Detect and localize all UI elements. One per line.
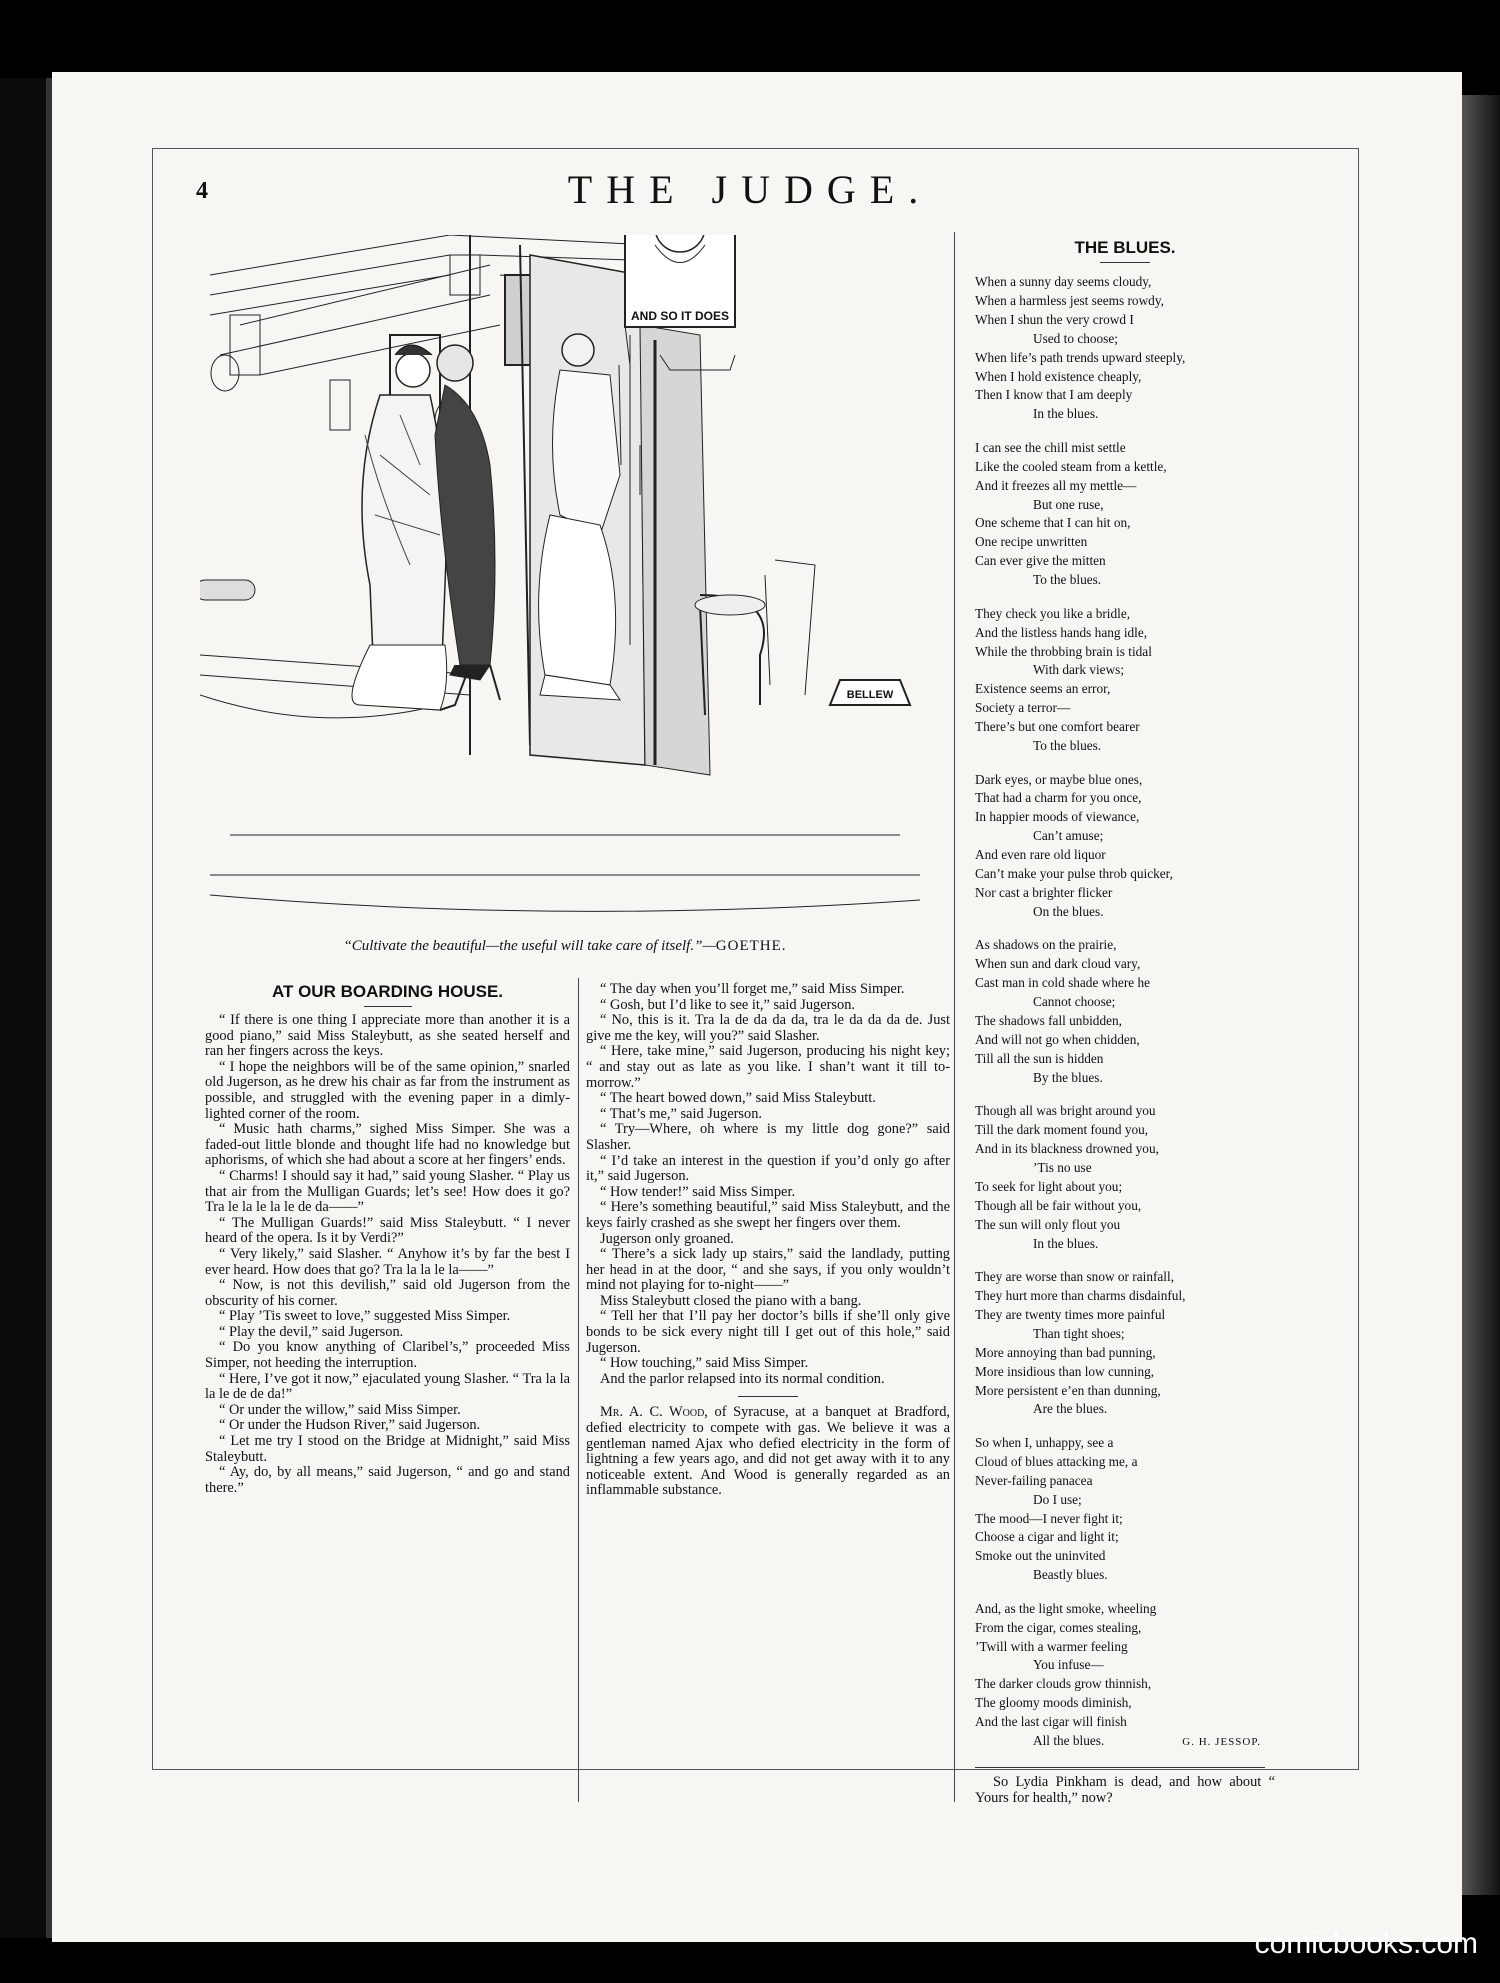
column-divider-lower <box>578 978 579 1802</box>
paragraph: “ Here, I’ve got it now,” ejaculated young Slasher. “ Tra la la la le de de da!” <box>205 1370 570 1403</box>
poem-line: There’s but one comfort bearer <box>975 719 1140 735</box>
paragraph: “ Or under the Hudson River,” said Jugerson. <box>219 1417 481 1434</box>
poem-stanza <box>975 605 1275 756</box>
poem-line: Can ever give the mitten <box>975 553 1106 569</box>
poem-line: Then I know that I am deeply <box>975 387 1133 403</box>
poem-line: They hurt more than charms disdainful, <box>975 1287 1186 1303</box>
poem-line: And, as the light smoke, wheeling <box>975 1600 1157 1616</box>
paragraph: “ Play the devil,” said Jugerson. <box>219 1323 404 1340</box>
paragraph: “ Here’s something beautiful,” said Miss Staleybutt, and the keys fairly crashed as she swept her fingers over them. <box>586 1199 950 1231</box>
boarding-house-column-1 <box>205 982 570 1496</box>
poem-stanza <box>975 1268 1275 1419</box>
paragraph: “ Let me try I stood on the Bridge at Midnight,” said Miss Staleybutt. <box>205 1433 570 1465</box>
poem-line: The sun will only flout you <box>975 1216 1121 1232</box>
poem-line: When a harmless jest seems rowdy, <box>975 292 1164 308</box>
paragraph: “ Or under the willow,” said Miss Simper. <box>219 1401 461 1418</box>
poem-line: One scheme that I can hit on, <box>975 515 1131 531</box>
poem-line: Cast man in cold shade where he <box>975 975 1151 991</box>
poem-line: With dark views; <box>1033 662 1125 678</box>
paragraph: Miss Staleybutt closed the piano with a bang. <box>600 1292 862 1309</box>
paragraph: “ The heart bowed down,” said Miss Staleybutt. <box>600 1090 876 1107</box>
poem-line: When a sunny day seems cloudy, <box>975 274 1152 289</box>
wood-item <box>586 1405 950 1499</box>
poem-stanza <box>975 936 1275 1087</box>
poem-line: All the blues. G. H. JESSOP. <box>1033 1733 1261 1749</box>
paragraph: “ Charms! I should say it had,” said young Slasher. “ Play us that air from the Mulligan Guards; let’s see! How does it go? Tra le la le la le de da——” <box>205 1167 570 1216</box>
poem-line: To seek for light about you; <box>975 1178 1123 1194</box>
poem-line: Like the cooled steam from a kettle, <box>975 458 1167 474</box>
paragraph: “ The day when you’ll forget me,” said Miss Simper. <box>600 981 905 997</box>
paragraph: Jugerson only groaned. <box>600 1230 734 1247</box>
poem-stanza <box>975 439 1275 590</box>
poem-line: By the blues. <box>1033 1069 1103 1085</box>
poem-line: Though all be fair without you, <box>975 1197 1142 1213</box>
boarding-house-column-2 <box>586 982 950 1499</box>
poem-line: Nor cast a brighter flicker <box>975 884 1113 900</box>
poem-line: ’Tis no use <box>1033 1159 1092 1175</box>
poem-line: When sun and dark cloud vary, <box>975 956 1141 972</box>
poem-line: Never-failing panacea <box>975 1472 1093 1488</box>
poem-line: The gloomy moods diminish, <box>975 1695 1132 1711</box>
paragraph: “ The Mulligan Guards!” said Miss Staleybutt. “ I never heard of the opera. Is it by Verdi?” <box>205 1214 570 1247</box>
poem-line: One recipe unwritten <box>975 534 1088 550</box>
poem-line: As shadows on the prairie, <box>975 937 1117 953</box>
paragraph: “ That’s me,” said Jugerson. <box>600 1105 762 1122</box>
poem-line: When I shun the very crowd I <box>975 311 1134 327</box>
paragraph: “ I’d take an interest in the question if you’d only go after it,” said Jugerson. <box>586 1152 950 1185</box>
poem-line: Are the blues. <box>1033 1401 1108 1417</box>
poem-line: Smoke out the uninvited <box>975 1548 1106 1564</box>
caption-author: GOETHE. <box>715 938 787 954</box>
poem-line: More annoying than bad punning, <box>975 1344 1156 1360</box>
wall-picture-label: AND SO IT DOES <box>630 309 730 323</box>
pinkham-item <box>975 1774 1275 1806</box>
poem-line: Than tight shoes; <box>1033 1325 1125 1341</box>
paragraph: “ I hope the neighbors will be of the same opinion,” snarled old Jugerson, as he drew his chair as far from the instrument as possible, and struggled with the evening paper in a dimly-lighted corner of the room. <box>205 1058 570 1122</box>
poem-line: I can see the chill mist settle <box>975 439 1126 455</box>
poem-line: More insidious than low cunning, <box>975 1363 1155 1379</box>
paragraph: “ How tender!” said Miss Simper. <box>600 1183 796 1200</box>
poem-line: Used to choose; <box>1033 330 1118 346</box>
blues-column <box>975 238 1275 1806</box>
poem-line: The darker clouds grow thinnish, <box>975 1676 1152 1692</box>
paragraph: “ Try—Where, oh where is my little dog gone?” said Slasher. <box>586 1121 950 1153</box>
poem-line: On the blues. <box>1033 903 1104 919</box>
title-rule <box>1100 262 1150 263</box>
poem-line: You infuse— <box>1033 1657 1104 1673</box>
poem-signature: G. H. JESSOP. <box>1182 1736 1261 1749</box>
poem-line: Existence seems an error, <box>975 681 1111 697</box>
watermark: comicbooks.com <box>1254 1927 1478 1960</box>
poem-line: And even rare old liquor <box>975 847 1106 863</box>
paragraph: “ Ay, do, by all means,” said Jugerson, “ and go and stand there.” <box>205 1464 570 1496</box>
paragraph: “ Very likely,” said Slasher. “ Anyhow it’s by far the best I ever heard. How does that go? Tra la la le la——” <box>205 1245 570 1278</box>
poem-line: And the last cigar will finish <box>975 1714 1127 1730</box>
poem-line: Society a terror— <box>975 700 1071 716</box>
poem-line: Cloud of blues attacking me, a <box>975 1453 1138 1469</box>
poem-line: The mood—I never fight it; <box>975 1510 1123 1526</box>
paragraph: “ Play ’Tis sweet to love,” suggested Miss Simper. <box>219 1308 511 1325</box>
poem-line: While the throbbing brain is tidal <box>975 643 1152 659</box>
poem-line: Till the dark moment found you, <box>975 1122 1149 1138</box>
paragraph: “ If there is one thing I appreciate more than another it is a good piano,” said Miss Staleybutt, as she seated herself and ran her fingers across the keys. <box>205 1012 570 1060</box>
cartoon-illustration <box>200 235 930 930</box>
poem-line: Can’t make your pulse throb quicker, <box>975 866 1173 882</box>
poem-line: They check you like a bridle, <box>975 605 1131 621</box>
column-divider <box>954 232 955 1802</box>
section-rule <box>738 1396 798 1397</box>
poem-line: Beastly blues. <box>1033 1567 1108 1583</box>
pinkham-text: So Lydia Pinkham is dead, and how about “ Yours for health,” now? <box>975 1773 1275 1806</box>
poem-line: But one ruse, <box>1033 496 1104 512</box>
artist-signature: BELLEW <box>846 689 894 701</box>
poem-line: Though all was bright around you <box>975 1103 1156 1119</box>
illustration-caption <box>200 938 930 955</box>
section-rule <box>975 1767 1265 1768</box>
poem-line: Till all the sun is hidden <box>975 1050 1104 1066</box>
poem-line: From the cigar, comes stealing, <box>975 1619 1142 1635</box>
paragraph: “ Do you know anything of Claribel’s,” proceeded Miss Simper, not heeding the interruption. <box>205 1339 570 1372</box>
poem-line: And the listless hands hang idle, <box>975 624 1148 640</box>
paragraph: And the parlor relapsed into its normal condition. <box>600 1370 885 1387</box>
title-rule <box>364 1006 412 1007</box>
poem-line: When I hold existence cheaply, <box>975 368 1142 384</box>
poem-line: So when I, unhappy, see a <box>975 1434 1114 1450</box>
wood-item-lead: Mr. A. C. Wood, <box>600 1404 708 1421</box>
poem-line: And it freezes all my mettle— <box>975 477 1137 493</box>
poem-line: Do I use; <box>1033 1491 1082 1507</box>
poem-line: And will not go when chidden, <box>975 1031 1140 1047</box>
next-page-edge <box>1462 95 1500 1895</box>
poem-stanza <box>975 1600 1275 1752</box>
poem-line: More persistent e’en than dunning, <box>975 1382 1161 1398</box>
paragraph: “ There’s a sick lady up stairs,” said the landlady, putting her head in at the door, “ and she says, if you only wouldn’t mind not playing for to-night——” <box>586 1246 950 1294</box>
article-title: AT OUR BOARDING HOUSE. <box>271 982 504 1001</box>
poem-stanza <box>975 1434 1275 1585</box>
page-number: 4 <box>196 178 208 204</box>
poem-line: When life’s path trends upward steeply, <box>975 349 1186 365</box>
paragraph: “ Gosh, but I’d like to see it,” said Jugerson. <box>600 996 855 1013</box>
poem-line: Can’t amuse; <box>1033 828 1104 844</box>
caption-quote: “Cultivate the beautiful—the useful will take care of itself.”— <box>343 938 716 954</box>
paragraph: “ How touching,” said Miss Simper. <box>600 1355 809 1372</box>
poem-line: In happier moods of viewance, <box>975 809 1140 825</box>
poem-line: To the blues. <box>1033 738 1102 754</box>
poem-line: The shadows fall unbidden, <box>975 1013 1122 1028</box>
poem-line: In the blues. <box>1033 1235 1099 1251</box>
poem-line: Dark eyes, or maybe blue ones, <box>975 771 1143 787</box>
poem-title: THE BLUES. <box>1074 238 1176 257</box>
paragraph: “ No, this is it. Tra la de da da da, tra le da da da de. Just give me the key, will you?” said Slasher. <box>586 1012 950 1044</box>
paragraph: “ Music hath charms,” sighed Miss Simper. She was a faded-out little blonde and thought life had no knowledge but aphorisms, of which she had about a score at her fingers’ ends. <box>205 1121 570 1169</box>
paragraph: “ Tell her that I’ll pay her doctor’s bills if she’ll only give bonds to be sick every night till I get out of this hole,” said Jugerson. <box>586 1308 950 1356</box>
poem-line: In the blues. <box>1033 406 1099 422</box>
poem-stanza <box>975 1102 1275 1253</box>
poem-line: That had a charm for you once, <box>975 790 1142 806</box>
poem-line: Choose a cigar and light it; <box>975 1529 1119 1545</box>
poem-line: They are twenty times more painful <box>975 1306 1166 1322</box>
poem-line: Cannot choose; <box>1033 994 1116 1010</box>
poem-body <box>975 273 1275 1752</box>
paragraph: “ Now, is not this devilish,” said old Jugerson from the obscurity of his corner. <box>205 1277 570 1309</box>
poem-line: To the blues. <box>1033 572 1102 588</box>
poem-line: ’Twill with a warmer feeling <box>975 1638 1128 1654</box>
wood-item-body: of Syracuse, at a banquet at Bradford, defied electricity to compete with gas. We believe it was a gentleman named Ajax who defied electricity in the form of lightning a few years ago, and did not get away with it to any noticeable extent. And Wood is generally regarded as an inflammable substance. <box>586 1404 950 1499</box>
poem-stanza <box>975 273 1275 424</box>
poem-stanza <box>975 771 1275 922</box>
paragraph: “ Here, take mine,” said Jugerson, producing his night key; “ and stay out as late as you like. I shan’t want it till to-morrow.” <box>586 1043 950 1091</box>
poem-line: And in its blackness drowned you, <box>975 1141 1159 1157</box>
masthead: THE JUDGE. <box>567 167 933 212</box>
poem-line: They are worse than snow or rainfall, <box>975 1269 1175 1285</box>
